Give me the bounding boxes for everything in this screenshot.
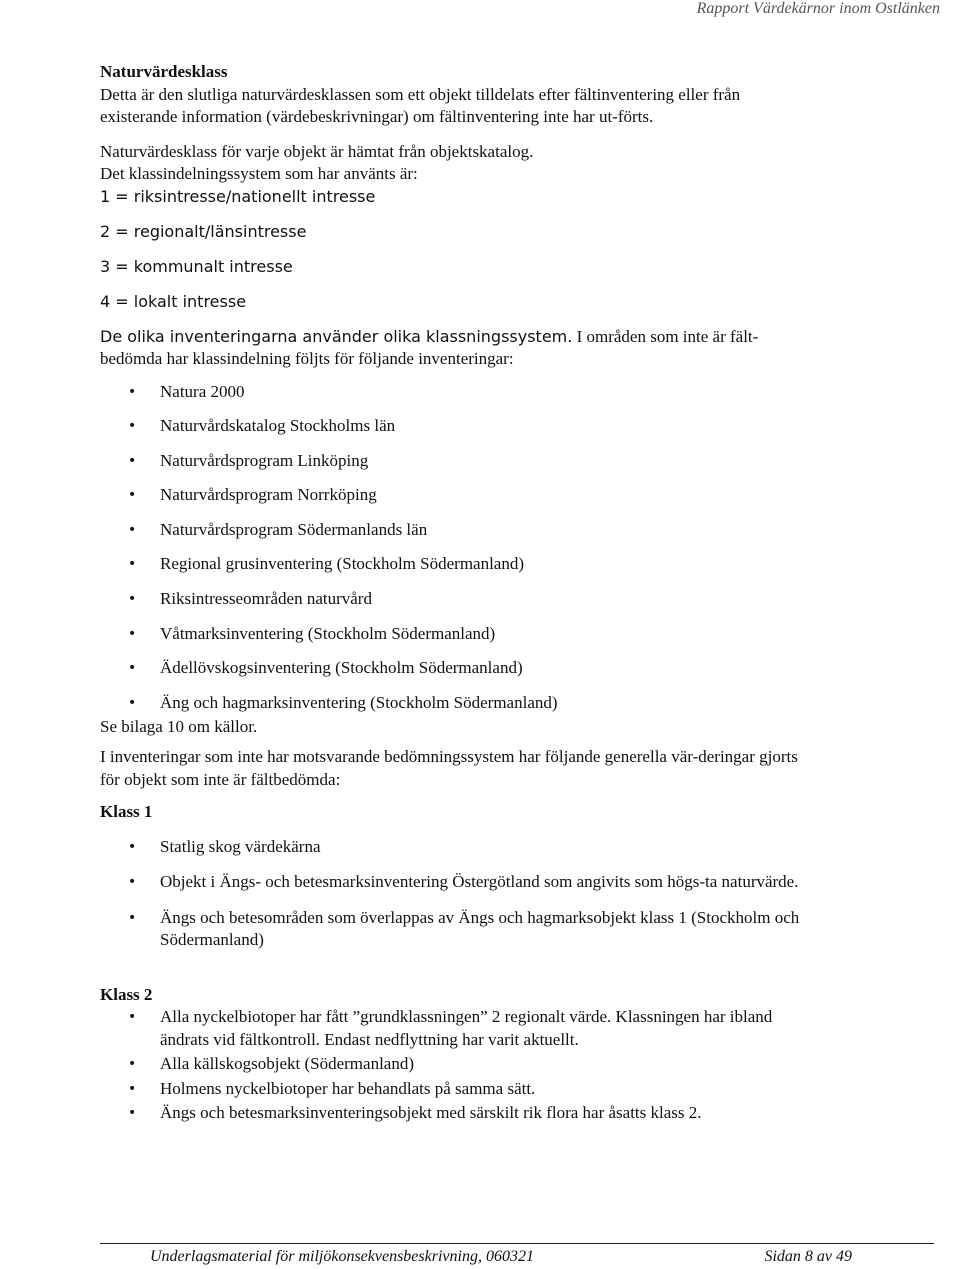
list-item: • Ängs och betesområden som överlappas av Ängs och hagmarksobjekt klass 1 (Stockholm och Södermanland) bbox=[128, 907, 800, 950]
list-item: • Alla nyckelbiotoper har fått ”grundklassningen” 2 regionalt värde. Klassningen har ibland ändrats vid fältkontroll. Endast nedflyttning har varit aktuellt. bbox=[128, 1007, 773, 1049]
list-item: • Naturvårdsprogram Södermanlands län bbox=[128, 519, 428, 539]
list-item: • Holmens nyckelbiotoper har behandlats på samma sätt. bbox=[100, 1078, 812, 1101]
class-item: 3 = kommunalt intresse bbox=[100, 256, 293, 276]
klass1-list bbox=[100, 836, 812, 952]
klass2-title: Klass 2 bbox=[100, 984, 153, 1004]
bullet-icon: • bbox=[128, 1009, 137, 1026]
bullet-icon: • bbox=[128, 1080, 137, 1097]
objektskatalog-paragraph: Naturvärdesklass för varje objekt är hämtat från objektskatalog. bbox=[100, 141, 534, 161]
bullet-icon: • bbox=[128, 694, 137, 711]
class-item: 4 = lokalt intresse bbox=[100, 291, 247, 311]
list-item: • Naturvårdsprogram Norrköping bbox=[128, 485, 377, 505]
system-intro: Det klassindelningssystem som har använts är: bbox=[100, 164, 418, 183]
klass2-list bbox=[100, 1006, 812, 1125]
list-item: • Naturvårdskatalog Stockholms län bbox=[128, 416, 396, 436]
list-item: • Naturvårdsprogram Linköping bbox=[128, 450, 369, 470]
list-item: • Regional grusinventering (Stockholm Södermanland) bbox=[128, 554, 525, 574]
bullet-icon: • bbox=[128, 521, 137, 538]
class-item: 1 = riksintresse/nationellt intresse bbox=[100, 186, 376, 206]
bullet-icon: • bbox=[128, 452, 137, 469]
bullet-icon: • bbox=[128, 909, 137, 926]
running-header: Rapport Värdekärnor inom Ostlänken bbox=[696, 0, 940, 17]
list-item: • Statlig skog värdekärna bbox=[100, 836, 812, 859]
list-item: • Natura 2000 bbox=[128, 381, 245, 401]
page-number: Sidan 8 av 49 bbox=[764, 1248, 852, 1265]
bullet-icon: • bbox=[128, 383, 137, 400]
appendix-reference: Se bilaga 10 om källor. bbox=[100, 716, 258, 736]
footer-divider bbox=[100, 1243, 934, 1244]
bullet-icon: • bbox=[128, 660, 137, 677]
class-item: 2 = regionalt/länsintresse bbox=[100, 221, 307, 241]
inventories-lead: De olika inventeringarna använder olika klassningssystem. bbox=[100, 326, 573, 346]
class-list bbox=[100, 186, 812, 326]
page-footer bbox=[150, 1247, 852, 1267]
bullet-icon: • bbox=[128, 1056, 137, 1073]
bullet-icon: • bbox=[128, 1105, 137, 1122]
list-item: • Riksintresseområden naturvård bbox=[128, 589, 372, 609]
bullet-icon: • bbox=[128, 487, 137, 504]
bullet-icon: • bbox=[128, 874, 137, 891]
list-item: • Objekt i Ängs- och betesmarksinventering Östergötland som angivits som högs-ta naturvärde. bbox=[100, 871, 812, 894]
general-paragraph: I inventeringar som inte har motsvarande bedömningssystem har följande generella vär-deringar gjorts för objekt som inte är fältbedömda: bbox=[100, 747, 798, 789]
bullet-icon: • bbox=[128, 838, 137, 855]
footer-document-info: Underlagsmaterial för miljökonsekvensbeskrivning, 060321 bbox=[150, 1248, 534, 1265]
bullet-icon: • bbox=[128, 625, 137, 642]
list-item: • Äng och hagmarksinventering (Stockholm Södermanland) bbox=[128, 692, 558, 712]
inventories-rest: I områden som inte är fält-bedömda har klassindelning följts för följande inventeringar: bbox=[100, 326, 759, 368]
bullet-icon: • bbox=[128, 556, 137, 573]
intro-paragraph: Detta är den slutliga naturvärdesklassen som ett objekt tilldelats efter fältinventering eller från existerande information (värdebeskrivningar) om fältinventering inte har ut-förts. bbox=[100, 84, 741, 126]
document-body bbox=[100, 61, 812, 1127]
bullet-icon: • bbox=[128, 418, 137, 435]
list-item: • Våtmarksinventering (Stockholm Södermanland) bbox=[128, 623, 496, 643]
bullet-icon: • bbox=[128, 591, 137, 608]
klass1-title: Klass 1 bbox=[100, 802, 153, 822]
inventories-paragraph bbox=[100, 326, 812, 371]
list-item: • Alla källskogsobjekt (Södermanland) bbox=[100, 1053, 812, 1076]
list-item: • Ängs och betesmarksinventeringsobjekt med särskilt rik flora har åsatts klass 2. bbox=[100, 1102, 812, 1125]
inventory-list bbox=[100, 381, 812, 716]
list-item: • Ädellövskogsinventering (Stockholm Södermanland) bbox=[128, 658, 523, 678]
section-title: Naturvärdesklass bbox=[100, 62, 228, 81]
